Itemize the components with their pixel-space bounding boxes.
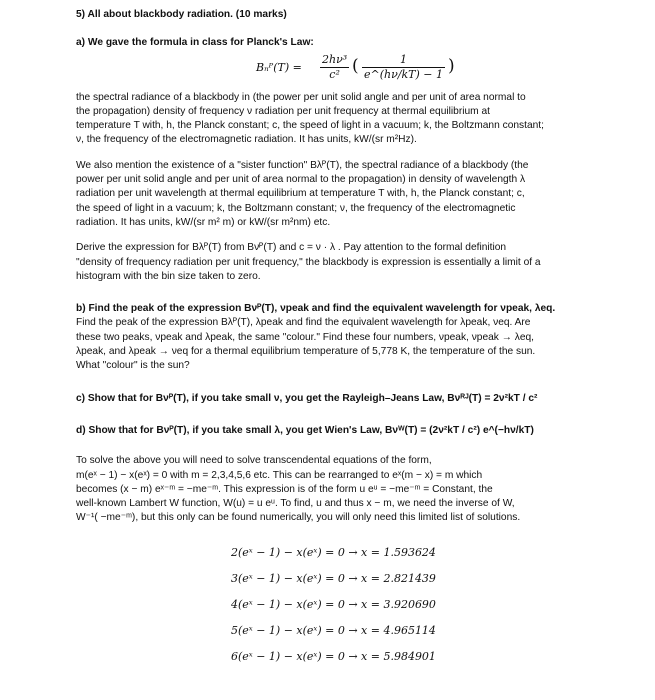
formula-inner-denominator: e^(hν/kT) − 1 xyxy=(364,67,443,81)
text-line: radiation. It has units, kW/(sr m² m) or kW/(sr m²nm) etc. xyxy=(76,216,331,228)
text-line: the spectral radiance of a blackbody in (the power per unit solid angle and per unit of area normal to xyxy=(76,91,526,103)
formula-denominator: c² xyxy=(329,67,340,81)
text-line: the propagation) density of frequency ν radiation per unit frequency at thermal equilibrium at xyxy=(76,105,490,117)
text-line: W⁻¹( −me⁻ᵐ), but this only can be found numerically, you will only need this limited list of solutions. xyxy=(76,512,521,524)
text-line: temperature T with, h, the Planck constant; c, the speed of light in a vacuum; k, the Boltzmann constant; xyxy=(76,120,544,132)
text-line: radiation per unit wavelength at thermal equilibrium at temperature T with, h, the Planck constant; c, xyxy=(76,188,525,200)
solution-equation: 5(eˣ − 1) − x(eˣ) = 0 → x = 4.965114 xyxy=(231,623,436,637)
text-line: We also mention the existence of a "sister function" Bλᴾ(T), the spectral radiance of a blackbody (the xyxy=(76,159,529,171)
formula-numerator: 2hν³ xyxy=(320,53,349,68)
text-line: Derive the expression for Bλᴾ(T) from Bνᴾ(T) and c = ν · λ . Pay attention to the formal definition xyxy=(76,242,507,254)
part-b xyxy=(76,302,596,373)
formula-lhs: Bₙᴾ(T) = xyxy=(256,60,302,74)
text-line: λpeak, and λpeak → νeq for a thermal equilibrium temperature of 5,778 K, the temperature of the sun. xyxy=(76,346,536,358)
part-d: d) Show that for Bνᴾ(T), if you take small λ, you get Wien's Law, Bνᵂ(T) = (2ν²kT / c²) e^(−hν/kT) xyxy=(76,424,534,436)
text-line: the speed of light in a vacuum; k, the Boltzmann constant; ν, the frequency of the electromagnetic xyxy=(76,202,516,214)
solution-equation: 4(eˣ − 1) − x(eˣ) = 0 → x = 3.920690 xyxy=(231,597,436,611)
text-line: Find the peak of the expression Bλᴾ(T), λpeak and find the equivalent wavelength for λpeak, νeq. Are xyxy=(76,317,531,329)
planck-formula xyxy=(76,53,596,85)
text-line: histogram with the bin size taken to zero. xyxy=(76,270,261,282)
solution-equation: 6(eˣ − 1) − x(eˣ) = 0 → x = 5.984901 xyxy=(231,649,436,663)
part-a-paragraph-2 xyxy=(76,159,596,230)
text-line: "density of frequency radiation per unit frequency," the blackbody is expression is essentially a limit of a xyxy=(76,256,541,268)
text-line: well-known Lambert W function, W(u) = u eᵘ. To find, u and thus x − m, we need the inverse of W, xyxy=(76,498,515,510)
text-line: becomes (x − m) eˣ⁻ᵐ = −me⁻ᵐ. This expression is of the form u eᵘ = −me⁻ᵐ = Constant, the xyxy=(76,483,493,495)
text-line: ν, the frequency of the electromagnetic radiation. It has units, kW/(sr m²Hz). xyxy=(76,134,417,146)
solutions-list xyxy=(231,540,596,670)
formula-fraction xyxy=(320,53,349,83)
formula-inner-numerator: 1 xyxy=(362,53,445,68)
text-line: m(eˣ − 1) − x(eˣ) = 0 with m = 2,3,4,5,6 etc. This can be rearranged to eˣ(m − x) = m which xyxy=(76,469,483,481)
part-e xyxy=(76,454,596,525)
part-c: c) Show that for Bνᴾ(T), if you take small ν, you get the Rayleigh–Jeans Law, Bνᴿᴶ(T) = 2ν²kT / c² xyxy=(76,392,538,404)
part-a-intro: a) We gave the formula in class for Planck's Law: xyxy=(76,37,314,49)
formula-inner-fraction xyxy=(362,53,445,83)
document-body xyxy=(76,8,596,670)
formula-paren-left: ( xyxy=(352,55,359,76)
text-line: b) Find the peak of the expression Bνᴾ(T), νpeak and find the equivalent wavelength for νpeak, λeq. xyxy=(76,303,556,315)
solution-equation: 3(eˣ − 1) − x(eˣ) = 0 → x = 2.821439 xyxy=(231,571,436,585)
part-a-paragraph-3 xyxy=(76,241,596,284)
text-line: To solve the above you will need to solve transcendental equations of the form, xyxy=(76,455,432,467)
solution-equation: 2(eˣ − 1) − x(eˣ) = 0 → x = 1.593624 xyxy=(231,545,436,559)
question-title: 5) All about blackbody radiation. (10 marks) xyxy=(76,9,287,20)
text-line: power per unit solid angle and per unit of area normal to the propagation) in density of wavelength λ xyxy=(76,174,526,186)
text-line: What "colour" is the sun? xyxy=(76,360,190,372)
formula-paren-right: ) xyxy=(448,55,455,76)
text-line: these two peaks, νpeak and λpeak, the same "colour." Find these four numbers, νpeak, νpeak → λeq, xyxy=(76,331,534,343)
part-a-paragraph-1 xyxy=(76,91,596,148)
